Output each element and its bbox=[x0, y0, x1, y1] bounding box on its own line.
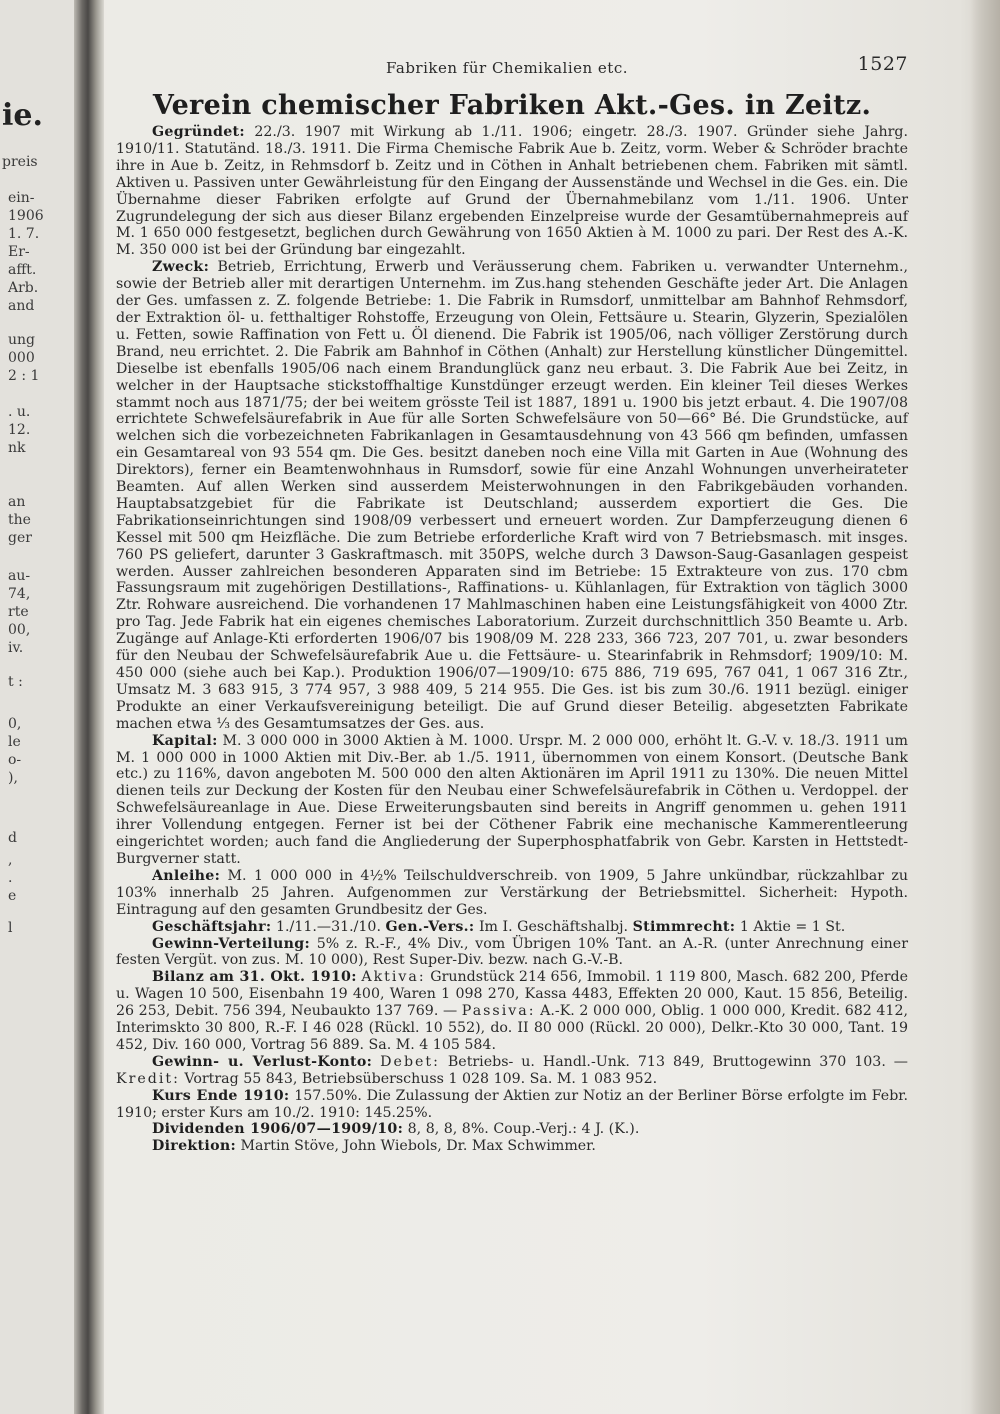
previous-page-fragment: le bbox=[8, 734, 21, 750]
company-title: Verein chemischer Fabriken Akt.-Ges. in Zeitz. bbox=[152, 90, 872, 121]
text-aktiva: Grundstück 214 656, Immobil. 1 119 800, Masch. 682 200, Pferde u. Wagen 10 500, Eisenbahn 19 400, Waren 1 098 270, Kassa 4483, Effekten 20 000, Kaut. 15 856, Beteilig. 26 253, Debit. 756 394, Neubaukto 137 769. — bbox=[116, 969, 908, 1020]
section-geschaeftsjahr bbox=[116, 919, 908, 936]
previous-page-fragment: 2 : 1 bbox=[8, 368, 40, 384]
section-bilanz bbox=[116, 969, 908, 1054]
previous-page-fragment: d bbox=[8, 830, 17, 846]
previous-page-fragment: and bbox=[8, 298, 35, 314]
previous-page-fragment: ein- bbox=[8, 190, 35, 206]
previous-page-fragment: iv. bbox=[8, 640, 24, 656]
section-zweck bbox=[116, 259, 908, 732]
text-kapital: M. 3 000 000 in 3000 Aktien à M. 1000. Urspr. M. 2 000 000, erhöht lt. G.-V. v. 18./3. 1911 um M. 1 000 000 in 1000 Aktien mit Div.-Ber. ab 1./5. 1911, übernommen von einem Konsort. (Deutsche Bank etc.) zu 116%, davon angeboten M. 500 000 den alten Aktionären im April 1911 zu 130%. Die neuen Mittel dienen teils zur Deckung der Kosten für den Neubau einer Schwefelsäurefabrik in Cöthen u. Verdoppel. der Schwefelsäureanlage in Aue. Diese Erweiterungsbauten sind bereits in Angriff genommen u. gehen 1911 ihrer Vollendung entgegen. Ferner ist bei der Cöthener Fabrik eine mechanische Kammerentleerung eingerichtet worden; auch fand die Angliederung der Superphosphatfabrik von Gebr. Karsten in Hettstedt-Burgverner statt. bbox=[116, 732, 908, 867]
previous-page-fragment: . u. bbox=[8, 404, 31, 420]
text-geschaeftsjahr: 1./11.—31./10. bbox=[276, 918, 381, 935]
label-anleihe: Anleihe: bbox=[152, 867, 221, 884]
previous-page-fragment: the bbox=[8, 512, 31, 528]
previous-page-fragment: afft. bbox=[8, 262, 37, 278]
section-dividenden bbox=[116, 1121, 908, 1138]
label-zweck: Zweck: bbox=[152, 259, 210, 276]
previous-page-fragment: nk bbox=[8, 440, 26, 456]
running-head bbox=[116, 53, 908, 80]
label-kurs: Kurs Ende 1910: bbox=[152, 1087, 290, 1104]
previous-page-fragment: 00, bbox=[8, 622, 31, 638]
text-direktion: Martin Stöve, John Wiebols, Dr. Max Schwimmer. bbox=[240, 1138, 596, 1155]
previous-page-fragment: ), bbox=[8, 770, 18, 786]
text-anleihe: M. 1 000 000 in 4½% Teilschuldverschreib. von 1909, 5 Jahre unkündbar, rückzahlbar zu 103% innerhalb 25 Jahren. Aufgenommen zur Verstärkung der Betriebsmittel. Sicherheit: Hypoth. Eintragung auf den gesamten Grundbesitz der Ges. bbox=[116, 867, 908, 918]
section-direktion bbox=[116, 1138, 908, 1155]
page-edge-shadow bbox=[970, 0, 1000, 1414]
book-gutter-shadow bbox=[74, 0, 104, 1414]
label-passiva: Passiva: bbox=[461, 1003, 536, 1020]
label-aktiva: Aktiva: bbox=[361, 969, 426, 986]
previous-page-heading-fragment: ie. bbox=[2, 98, 43, 133]
text-gegruendet: 22./3. 1907 mit Wirkung ab 1./11. 1906; eingetr. 28./3. 1907. Gründer siehe Jahrg. 1910/11. Statutänd. 18./3. 1911. Die Firma Chemische Fabrik Aue b. Zeitz, vorm. Weber & Schröder brachte ihre in Aue b. Zeitz, in Rehmsdorf b. Zeitz und in Cöthen in Anhalt betriebenen chem. Fabriken mit sämtl. Aktiven u. Passiven unter Gewährleistung für den Eingang der Aussenstände und Wechsel in die Ges. ein. Die Übernahme dieser Fabriken erfolgte auf Grund der Übernahmebilanz vom 1./11. 1906. Unter Zugrundelegung der sich aus dieser Bilanz ergebenden Einzelpreise wurde der Gesamtübernahmepreis auf M. 1 650 000 festgesetzt, beglichen durch Gewährung von 1650 Aktien à M. 1000 zu pari. Der Rest des A.-K. M. 350 000 ist bei der Gründung bar eingezahlt. bbox=[116, 124, 908, 259]
previous-page-fragment: 12. bbox=[8, 422, 31, 438]
previous-page-edge bbox=[0, 0, 78, 1414]
previous-page-fragment: ung bbox=[8, 332, 35, 348]
page-number: 1527 bbox=[857, 53, 908, 75]
text-debet: Betriebs- u. Handl.-Unk. 713 849, Bruttogewinn 370 103. — bbox=[447, 1053, 908, 1070]
previous-page-fragment: e bbox=[8, 888, 17, 904]
previous-page-fragment: o- bbox=[8, 752, 22, 768]
label-geschaeftsjahr: Geschäftsjahr: bbox=[152, 918, 272, 935]
label-kapital: Kapital: bbox=[152, 732, 218, 749]
document-page bbox=[116, 53, 909, 1155]
label-gewinn-verlust: Gewinn- u. Verlust-Konto: bbox=[152, 1053, 373, 1070]
text-kurs: 157.50%. Die Zulassung der Aktien zur Notiz an der Berliner Börse erfolgte im Febr. 1910; erster Kurs am 10./2. 1910: 145.25%. bbox=[116, 1087, 909, 1121]
previous-page-fragment: 1906 bbox=[8, 208, 44, 224]
previous-page-fragment: preis bbox=[2, 154, 38, 170]
text-gewinn-verteilung: 5% z. R.-F., 4% Div., vom Übrigen 10% Tant. an A.-R. (unter Anrechnung einer festen Vergüt. von zus. M. 10 000), Rest Super-Div. bezw. nach G.-V.-B. bbox=[116, 935, 908, 969]
previous-page-fragment: 1. 7. bbox=[8, 226, 40, 242]
label-dividenden: Dividenden 1906/07—1909/10: bbox=[152, 1121, 404, 1138]
label-stimmrecht: Stimmrecht: bbox=[632, 918, 736, 935]
section-anleihe bbox=[116, 868, 908, 919]
section-gegruendet bbox=[116, 124, 908, 259]
label-bilanz: Bilanz am 31. Okt. 1910: bbox=[152, 969, 357, 986]
previous-page-fragment: an bbox=[8, 494, 26, 510]
label-debet: Debet: bbox=[380, 1053, 440, 1070]
running-head-title: Fabriken für Chemikalien etc. bbox=[386, 59, 628, 77]
previous-page-fragment: au- bbox=[8, 568, 31, 584]
previous-page-fragment: Arb. bbox=[8, 280, 39, 296]
previous-page-fragment: l bbox=[8, 920, 13, 936]
text-kredit: Vortrag 55 843, Betriebsüberschuss 1 028 109. Sa. M. 1 083 952. bbox=[184, 1070, 658, 1087]
previous-page-fragment: , bbox=[8, 852, 13, 868]
label-gegruendet: Gegründet: bbox=[152, 124, 245, 140]
label-kredit: Kredit: bbox=[116, 1070, 180, 1087]
text-passiva: A.-K. 2 000 000, Oblig. 1 000 000, Kredit. 682 412, Interimskto 30 800, R.-F. I 46 028 (Rückl. 10 552), do. II 80 000 (Rückl. 20 000), Delkr.-Kto 30 000, Tant. 19 452, Div. 160 000, Vortrag 56 889. Sa. M. 4 105 584. bbox=[116, 1003, 908, 1053]
previous-page-fragment: 0, bbox=[8, 716, 22, 732]
label-direktion: Direktion: bbox=[152, 1138, 236, 1155]
section-kurs bbox=[116, 1088, 908, 1122]
text-zweck: Betrieb, Errichtung, Erwerb und Veräusserung chem. Fabriken u. verwandter Unternehm., sowie der Betrieb aller mit derartigen Unternehm. im Zus.hang stehenden Geschäfte jeder Art. Die Anlagen der Ges. umfassen z. Z. folgende Betriebe: 1. Die Fabrik in Rumsdorf, unmittelbar am Bahnhof Rehmsdorf, der Extraktion öl- u. fetthaltiger Rohstoffe, Erzeugung von Olein, Fettsäure u. Stearin, Glyzerin, Spezialölen u. Fetten, sowie Raffination von Fett u. Öl dienend. Die Fabrik ist 1905/06, nach völliger Zerstörung durch Brand, neu errichtet. 2. Die Fabrik am Bahnhof in Cöthen (Anhalt) zur Herstellung künstlicher Düngemittel. Dieselbe ist ebenfalls 1905/06 nach einem Brandunglück ganz neu erbaut. 3. Die Fabrik Aue bei Zeitz, in welcher in der Hauptsache stickstoffhaltige Kunstdünger erzeugt werden. Ein kleiner Teil dieses Werkes stammt noch aus 1871/75; der bei weitem grösste Teil ist 1887, 1891 u. 1900 bis jetzt erbaut. 4. Die 1907/08 errichtete Schwefelsäurefabrik in Aue für alle Sorten Schwefelsäure von 50—66° Bé. Die Grundstücke, auf welchen sich die vorbezeichneten Fabrikanlagen in Gesamtausdehnung von 43 566 qm befinden, umfassen ein Gesamtareal von 93 554 qm. Die Ges. besitzt daneben noch eine Villa mit Garten in Aue (Wohnung des Direktors), ferner ein Beamtenwohnhaus in Rumsdorf, sowie für eine Anzahl Wohnungen unverheirateter Beamten. Auf allen Werken sind ausserdem Meisterwohnungen in den Fabrikgebäuden vorhanden. Hauptabsatzgebiet für die Fabrikate ist Deutschland; ausserdem exportiert die Ges. Die Fabrikationseinrichtungen sind 1908/09 verbessert und erneuert worden. Zur Dampferzeugung dienen 6 Kessel mit 500 qm Heizfläche. Die zum Betriebe erforderliche Kraft wird von 7 Betriebsmasch. mit insges. 760 PS geliefert, darunter 3 Gaskraftmasch. mit 350PS, welche durch 3 Dawson-Saug-Gasanlagen gespeist werden. Ausser zahlreichen besonderen Apparaten sind im Betriebe: 15 Extrakteure von zus. 170 cbm Fassungsraum mit zugehörigen Destillations-, Raffinations- u. Kühlanlagen, für Extraktion von täglich 3000 Ztr. Rohware ausreichend. Die vorhandenen 17 Mahlmaschinen haben eine Leistungsfähigkeit von 4000 Ztr. pro Tag. Jede Fabrik hat ein eigenes chemisches Laboratorium. Zurzeit durchschnittlich 350 Beamte u. Arb. Zugänge auf Anlage-Kti erforderten 1906/07 bis 1908/09 M. 228 233, 366 723, 207 701, u. zwar besonders für den Neubau der Schwefelsäurefabrik Aue u. die Fettsäure- u. Stearinfabrik in Rehmsdorf; 1909/10: M. 450 000 (siehe auch bei Kap.). Produktion 1906/07—1909/10: 675 886, 719 695, 767 041, 1 067 316 Ztr., Umsatz M. 3 683 915, 3 774 957, 3 988 409, 5 214 955. Die Ges. ist bis zum 30./6. 1911 bezügl. einiger Produkte an einer Verkaufsvereinigung beteiligt. Die auf Grund dieser Beteilig. abgesetzten Fabrikate machen etwa ⅓ des Gesamtumsatzes der Ges. aus. bbox=[116, 259, 908, 732]
previous-page-fragment: . bbox=[8, 870, 13, 886]
section-gewinn-verteilung bbox=[116, 936, 908, 970]
previous-page-fragment: rte bbox=[8, 604, 29, 620]
previous-page-fragment: Er- bbox=[8, 244, 30, 260]
text-dividenden: 8, 8, 8, 8%. Coup.-Verj.: 4 J. (K.). bbox=[407, 1121, 640, 1138]
section-kapital bbox=[116, 733, 908, 868]
previous-page-fragment: 000 bbox=[8, 350, 35, 366]
label-gewinn-verteilung: Gewinn-Verteilung: bbox=[152, 935, 310, 952]
previous-page-fragment: t : bbox=[8, 674, 23, 690]
label-gen-vers: Gen.-Vers.: bbox=[385, 918, 475, 935]
text-stimmrecht: 1 Aktie = 1 St. bbox=[739, 918, 846, 935]
previous-page-fragment: ger bbox=[8, 530, 32, 546]
previous-page-fragment: 74, bbox=[8, 586, 31, 602]
section-gewinn-verlust bbox=[116, 1054, 908, 1088]
text-gen-vers: Im I. Geschäftshalbj. bbox=[478, 918, 629, 935]
